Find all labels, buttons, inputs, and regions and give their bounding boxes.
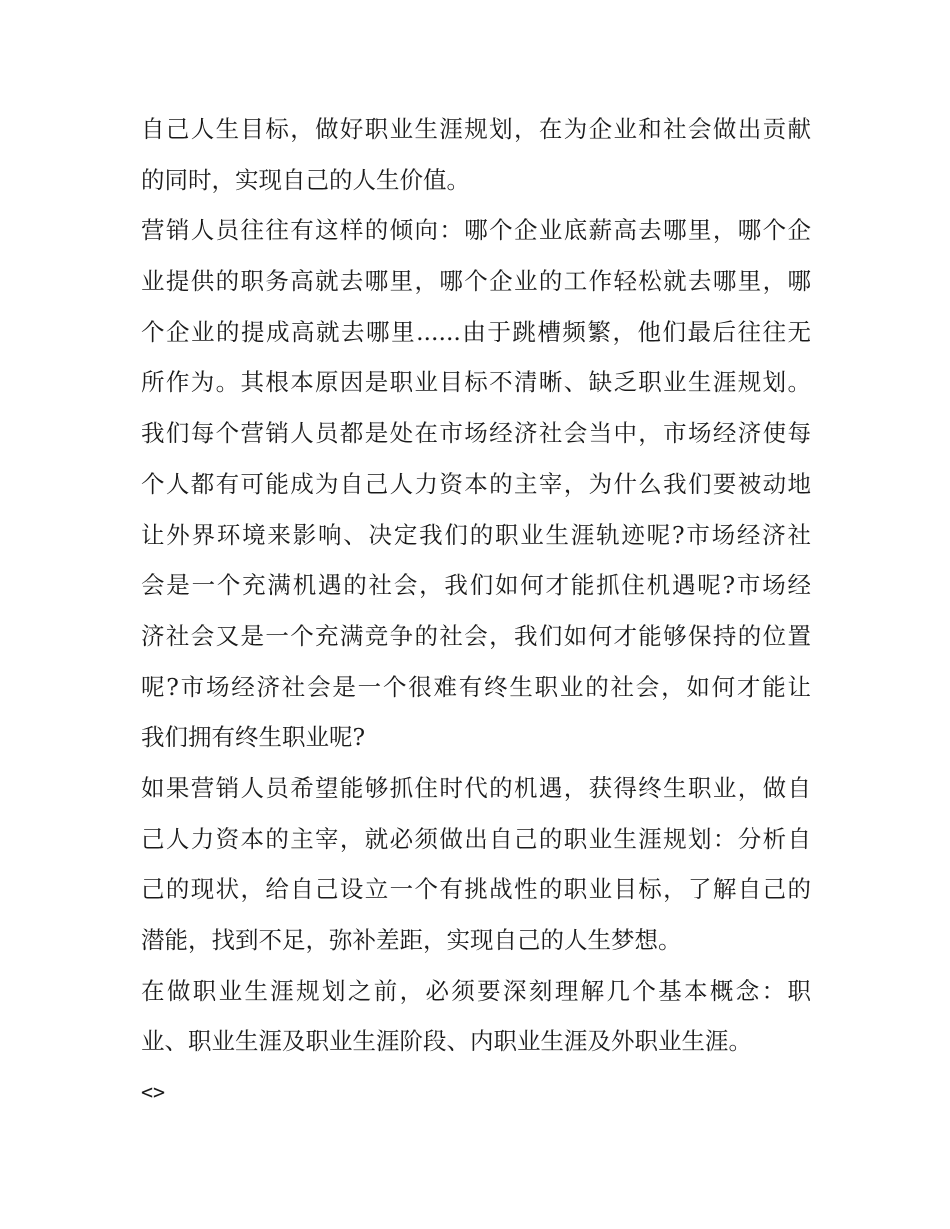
text-line: 营销人员往往有这样的倾向：哪个企业底薪高去哪里，哪个企: [141, 216, 811, 245]
text-line: 己的现状，给自己设立一个有挑战性的职业目标，了解自己的: [141, 875, 811, 904]
text-line: 会是一个充满机遇的社会，我们如何才能抓住机遇呢?市场经: [141, 571, 811, 600]
text-line: 个企业的提成高就去哪里......由于跳槽频繁，他们最后往往无: [141, 317, 811, 346]
text-line: 的同时，实现自己的人生价值。: [141, 165, 470, 194]
text-line: 济社会又是一个充满竞争的社会，我们如何才能够保持的位置: [141, 621, 811, 650]
text-line: 在做职业生涯规划之前，必须要深刻理解几个基本概念：职: [141, 976, 811, 1005]
document-body: [141, 104, 811, 1118]
text-line: 业提供的职务高就去哪里，哪个企业的工作轻松就去哪里，哪: [141, 267, 811, 296]
text-line: 让外界环境来影响、决定我们的职业生涯轨迹呢?市场经济社: [141, 520, 811, 549]
text-line: 如果营销人员希望能够抓住时代的机遇，获得终生职业，做自: [141, 773, 811, 802]
text-line: 我们拥有终生职业呢?: [141, 723, 366, 752]
text-line: 呢?市场经济社会是一个很难有终生职业的社会，如何才能让: [141, 672, 811, 701]
text-line: 个人都有可能成为自己人力资本的主宰，为什么我们要被动地: [141, 469, 811, 498]
angle-bracket-marker: <>: [141, 1080, 166, 1105]
text-line: 潜能，找到不足，弥补差距，实现自己的人生梦想。: [141, 926, 682, 954]
text-line: 业、职业生涯及职业生涯阶段、内职业生涯及外职业生涯。: [141, 1027, 752, 1056]
text-line: 所作为。其根本原因是职业目标不清晰、缺乏职业生涯规划。: [141, 368, 811, 397]
text-line: 我们每个营销人员都是处在市场经济社会当中，市场经济使每: [141, 419, 811, 448]
text-line: 自己人生目标，做好职业生涯规划，在为企业和社会做出贡献: [141, 115, 811, 143]
text-line: 己人力资本的主宰，就必须做出自己的职业生涯规划：分析自: [141, 824, 811, 853]
